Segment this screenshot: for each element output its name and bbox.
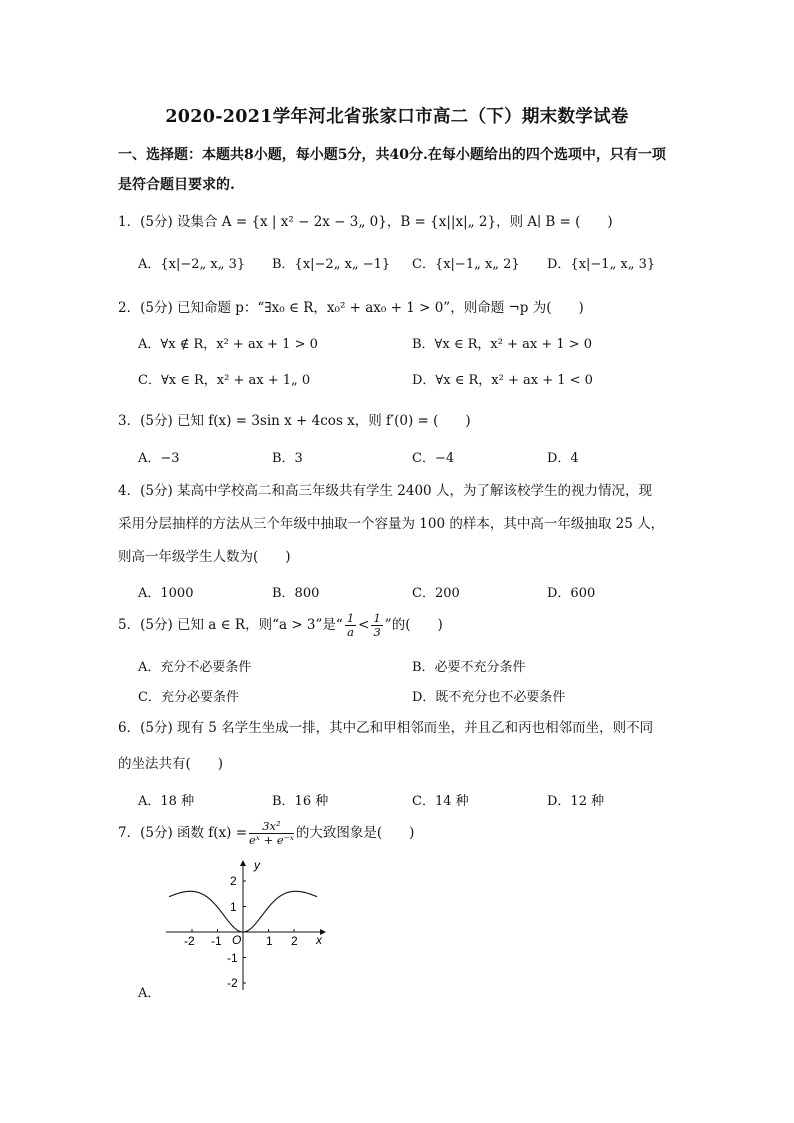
y-tick-label-neg1: -1 (227, 951, 238, 965)
question-4-stem-line3: 则高一年级学生人数为( ) (118, 549, 291, 565)
q2-option-c: C．∀x ∈ R，x² + ax + 1„ 0 (138, 373, 311, 388)
q6-option-d: D．12 种 (547, 794, 605, 809)
q5-frac2-numerator: 1 (373, 611, 381, 625)
q6-option-a: A．18 种 (138, 794, 195, 809)
q3-option-b: B．3 (272, 451, 303, 466)
page-title: 2020-2021学年河北省张家口市高二（下）期末数学试卷 (165, 107, 629, 127)
x-tick-label-2: 2 (291, 934, 298, 948)
question-6-stem-line2: 的坐法共有( ) (118, 756, 224, 772)
q5-option-d: D．既不充分也不必要条件 (412, 690, 566, 705)
x-tick-label-neg2: -2 (184, 934, 195, 948)
y-tick-label-1: 1 (230, 900, 237, 914)
q2-option-d: D．∀x ∈ R，x² + ax + 1 < 0 (412, 373, 593, 388)
x-tick-label-neg1: -1 (211, 934, 222, 948)
q4-option-b: B．800 (272, 586, 320, 601)
origin-label: O (232, 933, 242, 947)
q5-fraction-2 (371, 612, 382, 639)
q5-option-b: B．必要不充分条件 (412, 660, 526, 675)
q5-frac2-denominator: 3 (373, 625, 381, 639)
q2-option-a: A．∀x ∉ R，x² + ax + 1 > 0 (138, 337, 318, 352)
q5-less-than: < (358, 617, 370, 633)
q5-fraction-1 (345, 612, 356, 639)
q4-option-d: D．600 (547, 586, 596, 601)
q7-frac-numerator: 3x² (249, 820, 294, 834)
q3-option-c: C．−4 (412, 451, 455, 466)
q4-option-c: C．200 (412, 586, 460, 601)
q2-option-b: B．∀x ∈ R，x² + ax + 1 > 0 (412, 337, 593, 352)
q7-option-a-label: A． (138, 986, 161, 1001)
question-7-stem (118, 820, 414, 847)
section-heading-line1: 一、选择题：本题共8小题，每小题5分，共40分.在每小题给出的四个选项中，只有一项 (118, 147, 666, 163)
y-axis-label: y (254, 858, 260, 872)
question-5-stem (118, 612, 443, 639)
q7-option-a-graph (160, 855, 340, 995)
question-4-stem-line2: 采用分层抽样的方法从三个年级中抽取一个容量为 100 的样本，其中高一年级抽取 25 人， (118, 516, 665, 532)
q4-option-a: A．1000 (138, 586, 194, 601)
q1-option-a: A．{x|−2„ x„ 3} (138, 257, 246, 272)
q5-frac1-numerator: 1 (346, 611, 355, 625)
q3-option-d: D．4 (547, 451, 579, 466)
question-4-stem-line1: 4．(5分) 某高中学校高二和高三年级共有学生 2400 人，为了解该校学生的视力情况，现 (118, 483, 652, 499)
section-heading-line2: 是符合题目要求的. (118, 177, 235, 193)
q7-fraction (249, 820, 294, 847)
q6-option-b: B．16 种 (272, 794, 329, 809)
q5-option-c: C．充分必要条件 (138, 690, 239, 705)
q3-option-a: A．−3 (138, 451, 180, 466)
q7-stem-pre: 7．(5分) 函数 f(x) = (118, 825, 248, 841)
question-3-stem: 3．(5分) 已知 f(x) = 3sin x + 4cos x，则 f′(0) = ( ) (118, 413, 471, 429)
q7-stem-post: 的大致图象是( ) (295, 825, 415, 841)
question-6-stem-line1: 6．(5分) 现有 5 名学生坐成一排，其中乙和甲相邻而坐，并且乙和丙也相邻而坐，则不同 (118, 720, 654, 736)
x-tick-label-1: 1 (266, 934, 273, 948)
q5-stem-pre: 5．(5分) 已知 a ∈ R，则“a > 3”是“ (118, 617, 343, 633)
y-tick-label-2: 2 (230, 874, 237, 888)
y-tick-label-neg2: -2 (227, 976, 238, 990)
q5-option-a: A．充分不必要条件 (138, 660, 252, 675)
q1-option-c: C．{x|−1„ x„ 2} (412, 257, 520, 272)
q7-frac-denominator: eˣ + e⁻ˣ (249, 833, 294, 847)
q1-option-b: B．{x|−2„ x„ −1} (272, 257, 391, 272)
question-1-stem: 1．(5分) 设集合 A = {x | x² − 2x − 3„ 0}，B = {x||x|„ 2}，则 A∣ B = ( ) (118, 214, 613, 230)
q1-option-d: D．{x|−1„ x„ 3} (547, 257, 656, 272)
question-2-stem: 2．(5分) 已知命题 p：“∃x₀ ∈ R，x₀² + ax₀ + 1 > 0”，则命题 ¬p 为( ) (118, 300, 584, 316)
q5-stem-post: ”的( ) (384, 617, 443, 633)
q6-option-c: C．14 种 (412, 794, 469, 809)
q5-frac1-denominator: a (347, 625, 354, 639)
x-axis-label: x (316, 933, 322, 947)
